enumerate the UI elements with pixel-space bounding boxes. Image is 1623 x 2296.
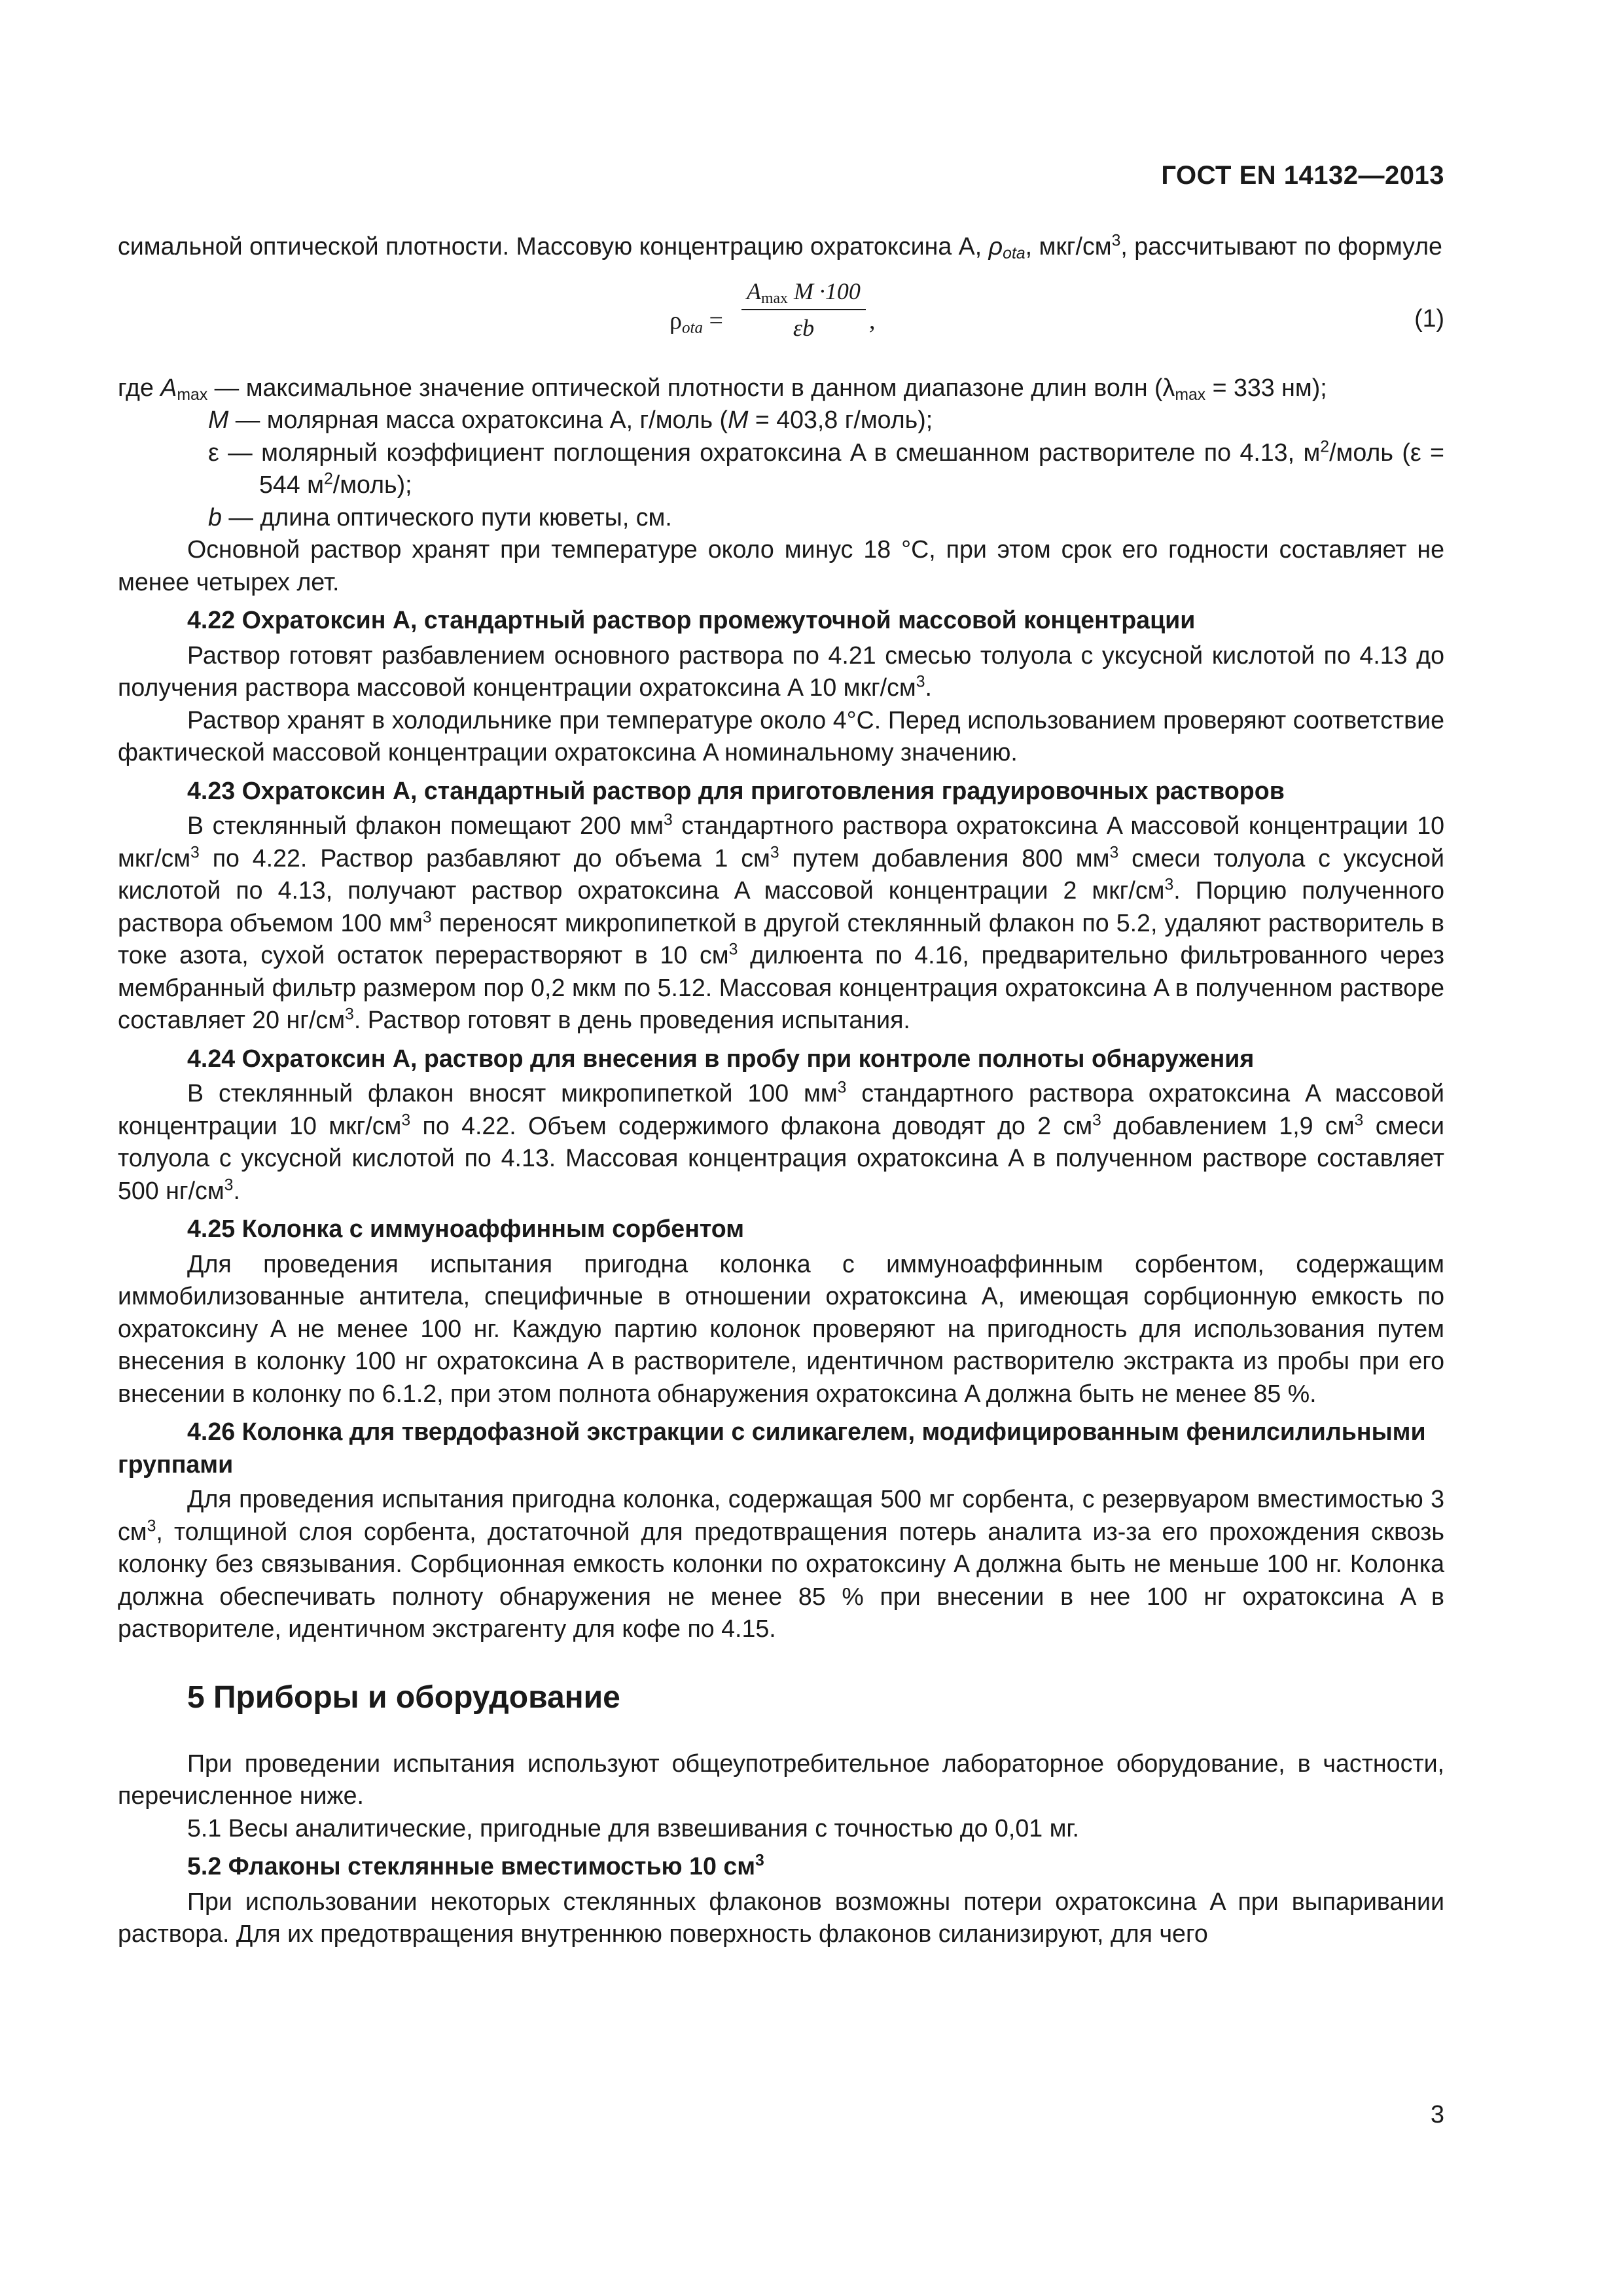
section-5-p1: При проведении испытания используют общеупотребительное лабораторное оборудование, в частности, перечисленное ниже.: [118, 1749, 1444, 1809]
section-4-24-title: 4.24 Охратоксин A, раствор для внесения в пробу при контроле полноты обнаружения: [187, 1044, 1255, 1072]
page-content: [118, 230, 1444, 1950]
section-5-2-title: 5.2 Флаконы стеклянные вместимостью 10 $см^3$: [187, 1852, 764, 1880]
formula-fraction: [741, 276, 866, 343]
formula-lhs: $\rho_{ota}$ =: [669, 306, 723, 336]
page-number: 3: [1430, 2101, 1444, 2128]
where-b: b — длина оптического пути кюветы, см.: [208, 503, 672, 531]
section-4-25-title: 4.25 Колонка с иммуноаффинным сорбентом: [187, 1215, 745, 1242]
section-4-22-title: 4.22 Охратоксин A, стандартный раствор промежуточной массовой концентрации: [187, 606, 1196, 634]
section-4-25-p: Для проведения испытания пригодна колонка с иммуноаффинным сорбентом, содержащим иммобилизованные антитела, специфичные в отношении охратоксина A, имеющая сорбционную емкость по охратоксину A не менее 100 нг. Каждую партию колонок проверяют на пригодность для использования путем внесения в колонку 100 нг охратоксина A в растворителе, идентичном растворителю экстракта из пробы при его внесении в колонку по 6.1.2, при этом полнота обнаружения охратоксина A должна быть не менее 85 %.: [118, 1249, 1444, 1407]
where-a-max: где $A_{max}$ — максимальное значение оптической плотности в данном диапазоне длин волн ($\lambda_{max} = 333$ нм);: [118, 373, 1327, 404]
storage-paragraph: Основной раствор хранят при температуре около минус 18 °C, при этом срок его годности составляет не менее четырех лет.: [118, 535, 1444, 596]
section-5-title: 5 Приборы и оборудование: [187, 1679, 620, 1715]
formula-number: (1): [1414, 304, 1444, 332]
section-5-1: 5.1 Весы аналитические, пригодные для взвешивания с точностью до 0,01 мг.: [187, 1814, 1079, 1842]
section-5-2-p: При использовании некоторых стеклянных флаконов возможны потери охратоксина A при выпаривании раствора. Для их предотвращения внутреннюю поверхность флаконов силанизируют, для чего: [118, 1887, 1444, 1947]
where-m: M — молярная масса охратоксина A, г/моль (M = 403,8 г/моль);: [208, 406, 933, 433]
section-4-26-title: 4.26 Колонка для твердофазной экстракции с силикагелем, модифицированным фенилсилильными группами: [118, 1418, 1426, 1478]
standard-header: ГОСТ EN 14132—2013: [1161, 161, 1444, 190]
formula-denominator: εb: [793, 314, 815, 341]
section-4-26-p: Для проведения испытания пригодна колонка, содержащая 500 мг сорбента, с резервуаром вместимостью 3 $см^3$, толщиной слоя сорбента, достаточной для предотвращения потерь аналита из-за его прохождения сквозь колонку без связывания. Сорбционная емкость колонки по охратоксину A должна быть не меньше 100 нг. Колонка должна обеспечивать полноту обнаружения не менее 85 % при внесении в нее 100 нг охратоксина A в растворителе, идентичном экстрагенту для кофе по 4.15.: [118, 1485, 1444, 1642]
intro-paragraph: симальной оптической плотности. Массовую концентрацию охратоксина A, $\rho_{ota}$, мкг/$см^3$, рассчитывают по формуле: [118, 232, 1442, 263]
section-4-23-title: 4.23 Охратоксин A, стандартный раствор для приготовления градуировочных растворов: [187, 776, 1285, 804]
section-4-22-p1: Раствор готовят разбавлением основного раствора по 4.21 смесью толуола с уксусной кислотой по 4.13 до получения раствора массовой концентрации охратоксина A 10 мкг/$см^3$.: [118, 641, 1444, 701]
where-epsilon: ε — молярный коэффициент поглощения охратоксина A в смешанном растворителе по 4.13, $м^2$/моль (ε = 544 $м^2/моль$);: [208, 437, 1444, 498]
formula-numerator: $A_{max}$ M ·100: [747, 278, 861, 307]
section-4-22-p2: Раствор хранят в холодильнике при температуре около 4°С. Перед использованием проверяют соответствие фактической массовой концентрации охратоксина A номинальному значению.: [118, 706, 1444, 766]
section-4-24-p: В стеклянный флакон вносят микропипеткой 100 $мм^3$ стандартного раствора охратоксина A массовой концентрации 10 мкг/$см^3$ по 4.22. Объем содержимого флакона доводят до 2 $см^3$ добавлением 1,9 $см^3$ смеси толуола с уксусной кислотой по 4.13. Массовая концентрация охратоксина A в полученном растворе составляет 500 $нг/см^3$.: [118, 1079, 1444, 1204]
section-4-23-p: В стеклянный флакон помещают 200 $мм^3$ стандартного раствора охратоксина A массовой концентрации 10 мкг/$см^3$ по 4.22. Раствор разбавляют до объема 1 $см^3$ путем добавления 800 $мм^3$ смеси толуола с уксусной кислотой по 4.13, получают раствор охратоксина A массовой концентрации 2 мкг/$см^3$. Порцию полученного раствора объемом 100 $мм^3$ переносят микропипеткой в другой стеклянный флакон по 5.2, удаляют растворитель в токе азота, сухой остаток перерастворяют в 10 $см^3$ дилюента по 4.16, предварительно фильтрованного через мембранный фильтр размером пор 0,2 мкм по 5.12. Массовая концентрация охратоксина A в полученном растворе составляет 20 $нг/см^3$. Раствор готовят в день проведения испытания.: [118, 811, 1444, 1033]
fraction-bar: [741, 309, 866, 310]
formula-1: $\rho_{ota}$ = $A_{max}$ M ·100 εb , (1): [118, 270, 1444, 367]
